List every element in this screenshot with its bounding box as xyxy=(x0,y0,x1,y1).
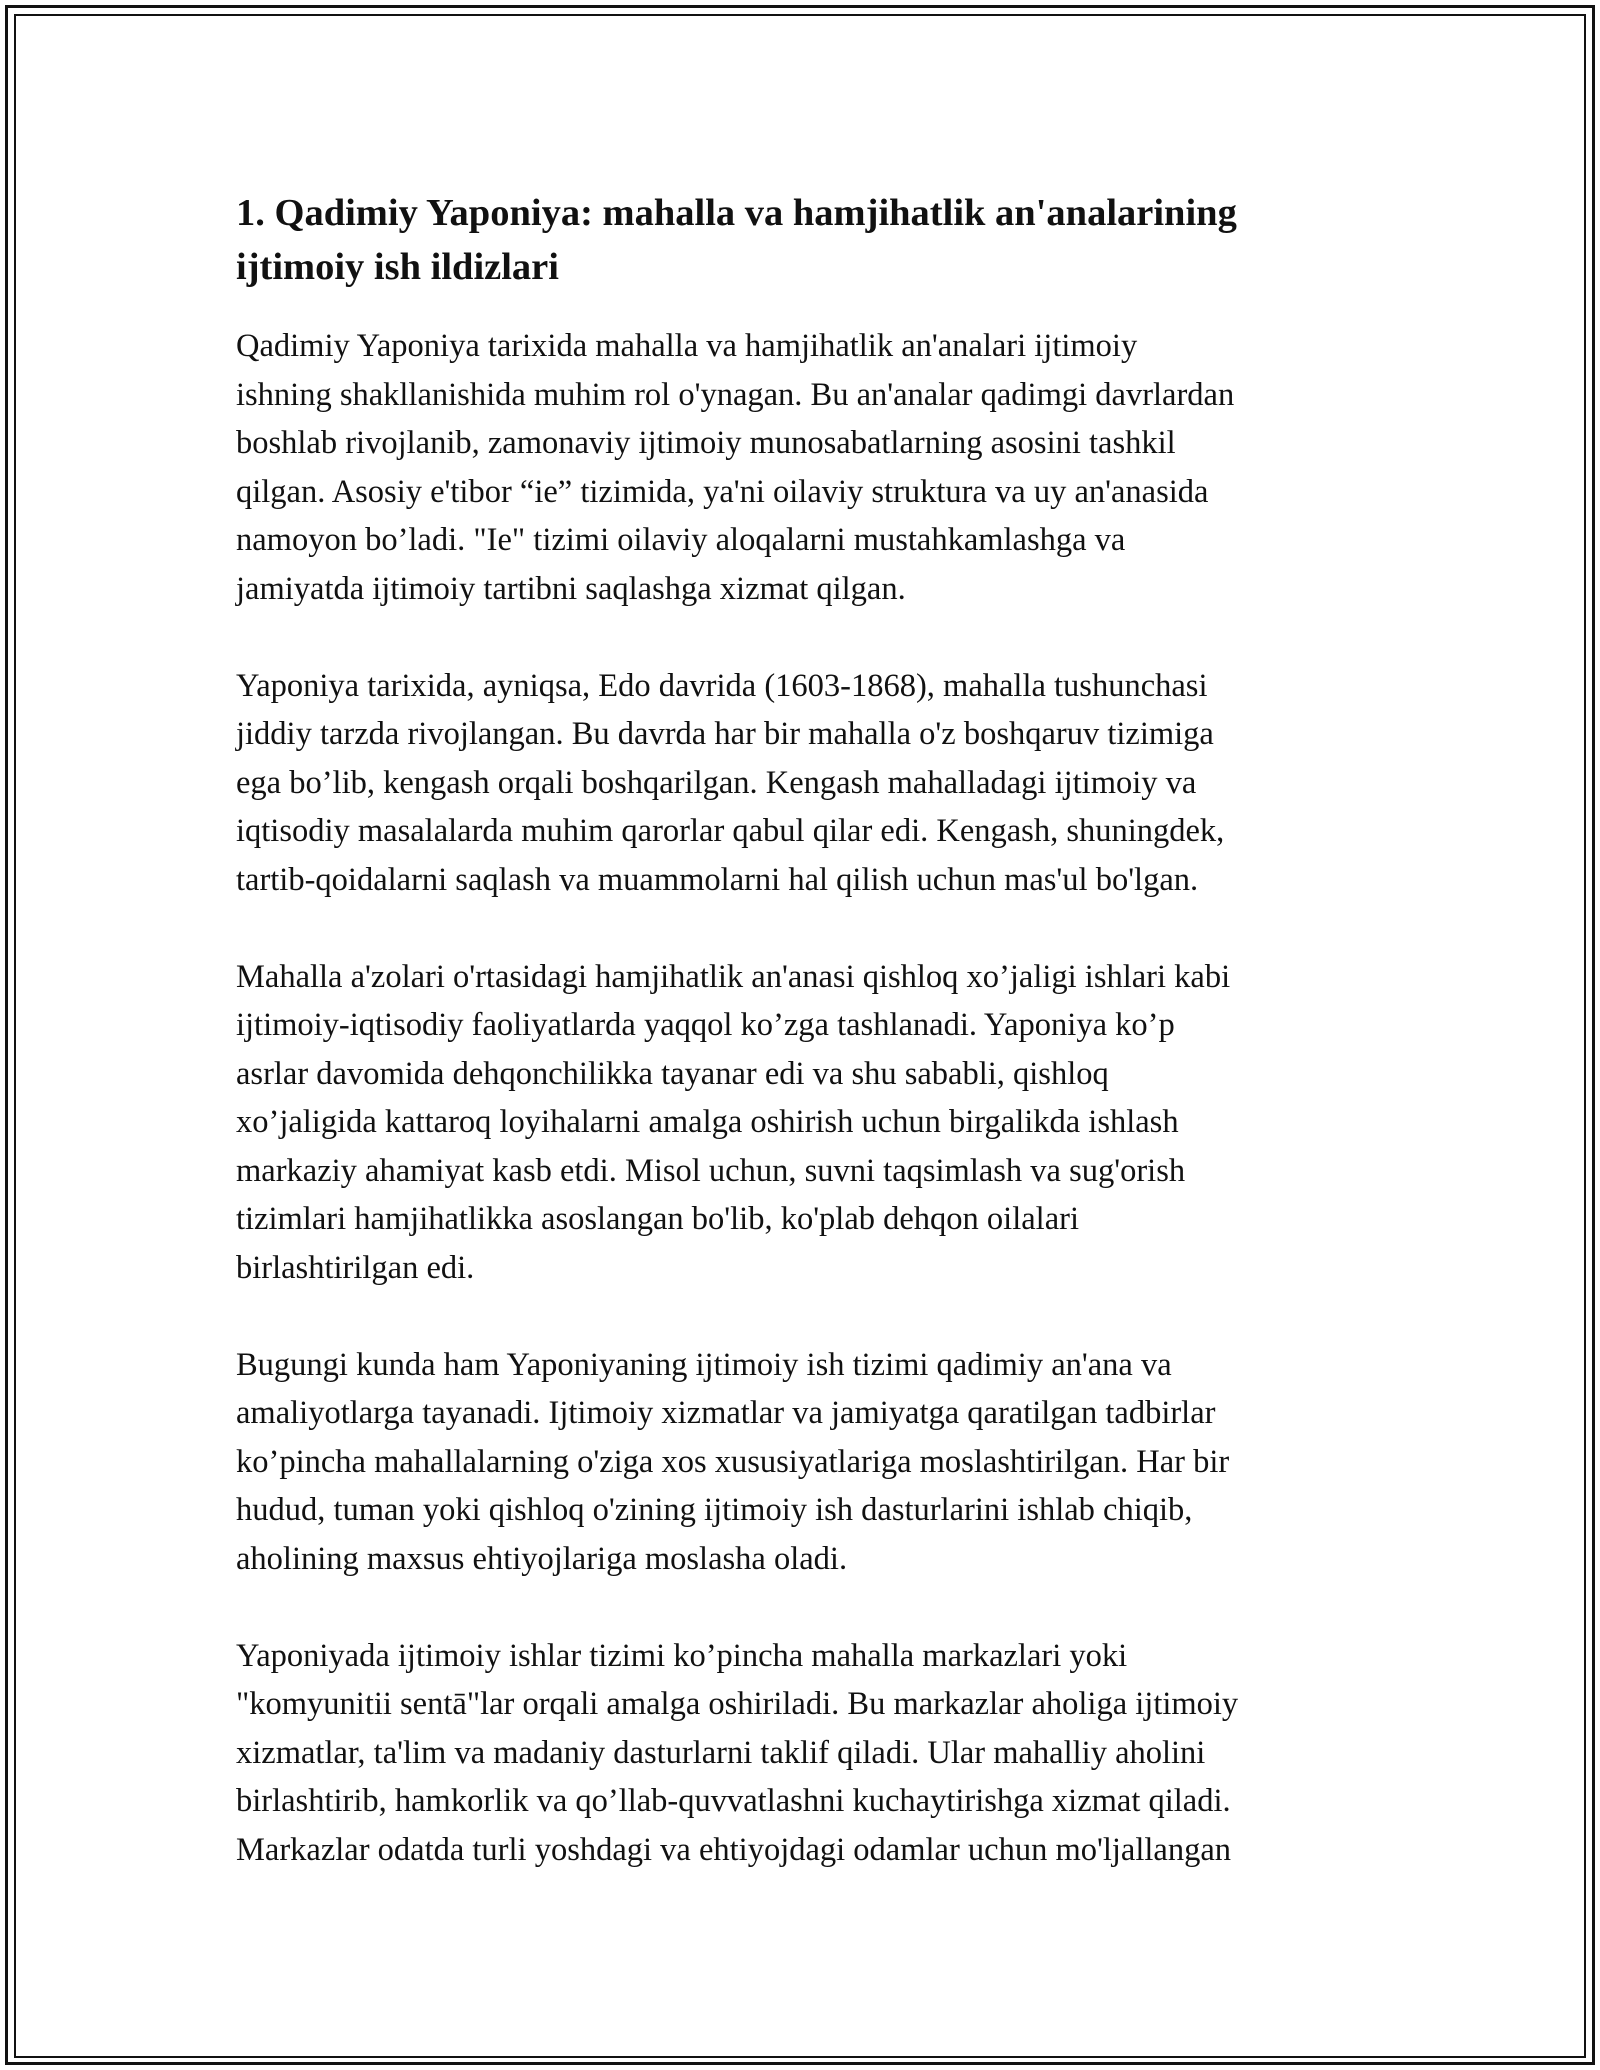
section-heading xyxy=(236,186,1376,294)
paragraph-line: Bugungi kunda ham Yaponiyaning ijtimoiy ish tizimi qadimiy an'ana va xyxy=(236,1346,1172,1383)
paragraph-line: ega bo’lib, kengash orqali boshqarilgan. Kengash mahalladagi ijtimoiy va xyxy=(236,764,1197,801)
paragraph-line: ishning shakllanishida muhim rol o'ynagan. Bu an'analar qadimgi davrlardan xyxy=(236,376,1235,413)
paragraph-line: ijtimoiy-iqtisodiy faoliyatlarda yaqqol ko’zga tashlanadi. Yaponiya ko’p xyxy=(236,1007,1175,1043)
paragraph-line: markaziy ahamiyat kasb etdi. Misol uchun, suvni taqsimlash va sug'orish xyxy=(236,1152,1186,1189)
paragraph-line: jiddiy tarzda rivojlangan. Bu davrda har bir mahalla o'z boshqaruv tizimiga xyxy=(236,716,1214,752)
paragraph-line: hudud, tuman yoki qishloq o'zining ijtimoiy ish dasturlarini ishlab chiqib, xyxy=(236,1492,1193,1528)
paragraph-line: amaliyotlarga tayanadi. Ijtimoiy xizmatlar va jamiyatga qaratilgan tadbirlar xyxy=(236,1395,1216,1431)
paragraph-line: Yaponiya tarixida, ayniqsa, Edo davrida (1603-1868), mahalla tushunchasi xyxy=(236,667,1208,704)
paragraph-line: ko’pincha mahallalarning o'ziga xos xususiyatlariga moslashtirilgan. Har bir xyxy=(236,1443,1230,1480)
paragraph-agriculture-solidarity xyxy=(236,953,1376,1293)
paragraph-line: Yaponiyada ijtimoiy ishlar tizimi ko’pincha mahalla markazlari yoki xyxy=(236,1637,1128,1674)
paragraph-line: tartib-qoidalarni saqlash va muammolarni hal qilish uchun mas'ul bo'lgan. xyxy=(236,861,1199,898)
paragraph-line: birlashtirilgan edi. xyxy=(236,1249,475,1286)
paragraph-line: iqtisodiy masalalarda muhim qarorlar qabul qilar edi. Kengash, shuningdek, xyxy=(236,813,1225,849)
paragraph-line: qilgan. Asosiy e'tibor “ie” tizimida, ya'ni oilaviy struktura va uy an'anasida xyxy=(236,473,1209,510)
paragraph-line: namoyon bo’ladi. "Ie" tizimi oilaviy aloqalarni mustahkamlashga va xyxy=(236,522,1126,558)
paragraph-line: birlashtirib, hamkorlik va qo’llab-quvvatlashni kuchaytirishga xizmat qiladi. xyxy=(236,1783,1231,1819)
heading-line: ijtimoiy ish ildizlari xyxy=(236,246,559,288)
paragraph-line: Markazlar odatda turli yoshdagi va ehtiyojdagi odamlar uchun mo'ljallangan xyxy=(236,1831,1231,1868)
paragraph-community-centers xyxy=(236,1632,1376,1875)
document-body xyxy=(236,186,1376,1923)
paragraph-edo-period xyxy=(236,662,1376,905)
paragraph-line: aholining maxsus ehtiyojlariga moslasha oladi. xyxy=(236,1540,848,1577)
paragraph-ie-system xyxy=(236,322,1376,613)
paragraph-line: xizmatlar, ta'lim va madaniy dasturlarni taklif qiladi. Ular mahalliy aholini xyxy=(236,1734,1206,1771)
paragraph-line: "komyunitii sentā"lar orqali amalga oshiriladi. Bu markazlar aholiga ijtimoiy xyxy=(236,1686,1239,1722)
paragraph-modern-social-work xyxy=(236,1341,1376,1584)
paragraph-line: Mahalla a'zolari o'rtasidagi hamjihatlik an'anasi qishloq xo’jaligi ishlari kabi xyxy=(236,958,1231,995)
paragraph-line: Qadimiy Yaponiya tarixida mahalla va hamjihatlik an'analari ijtimoiy xyxy=(236,328,1138,364)
heading-line: 1. Qadimiy Yaponiya: mahalla va hamjihatlik an'analarining xyxy=(236,192,1237,234)
paragraph-line: tizimlari hamjihatlikka asoslangan bo'lib, ko'plab dehqon oilalari xyxy=(236,1201,1079,1237)
paragraph-line: boshlab rivojlanib, zamonaviy ijtimoiy munosabatlarning asosini tashkil xyxy=(236,425,1176,461)
paragraph-line: asrlar davomida dehqonchilikka tayanar edi va shu sababli, qishloq xyxy=(236,1055,1109,1092)
paragraph-line: jamiyatda ijtimoiy tartibni saqlashga xizmat qilgan. xyxy=(236,570,906,607)
paragraph-line: xo’jaligida kattaroq loyihalarni amalga oshirish uchun birgalikda ishlash xyxy=(236,1104,1179,1140)
